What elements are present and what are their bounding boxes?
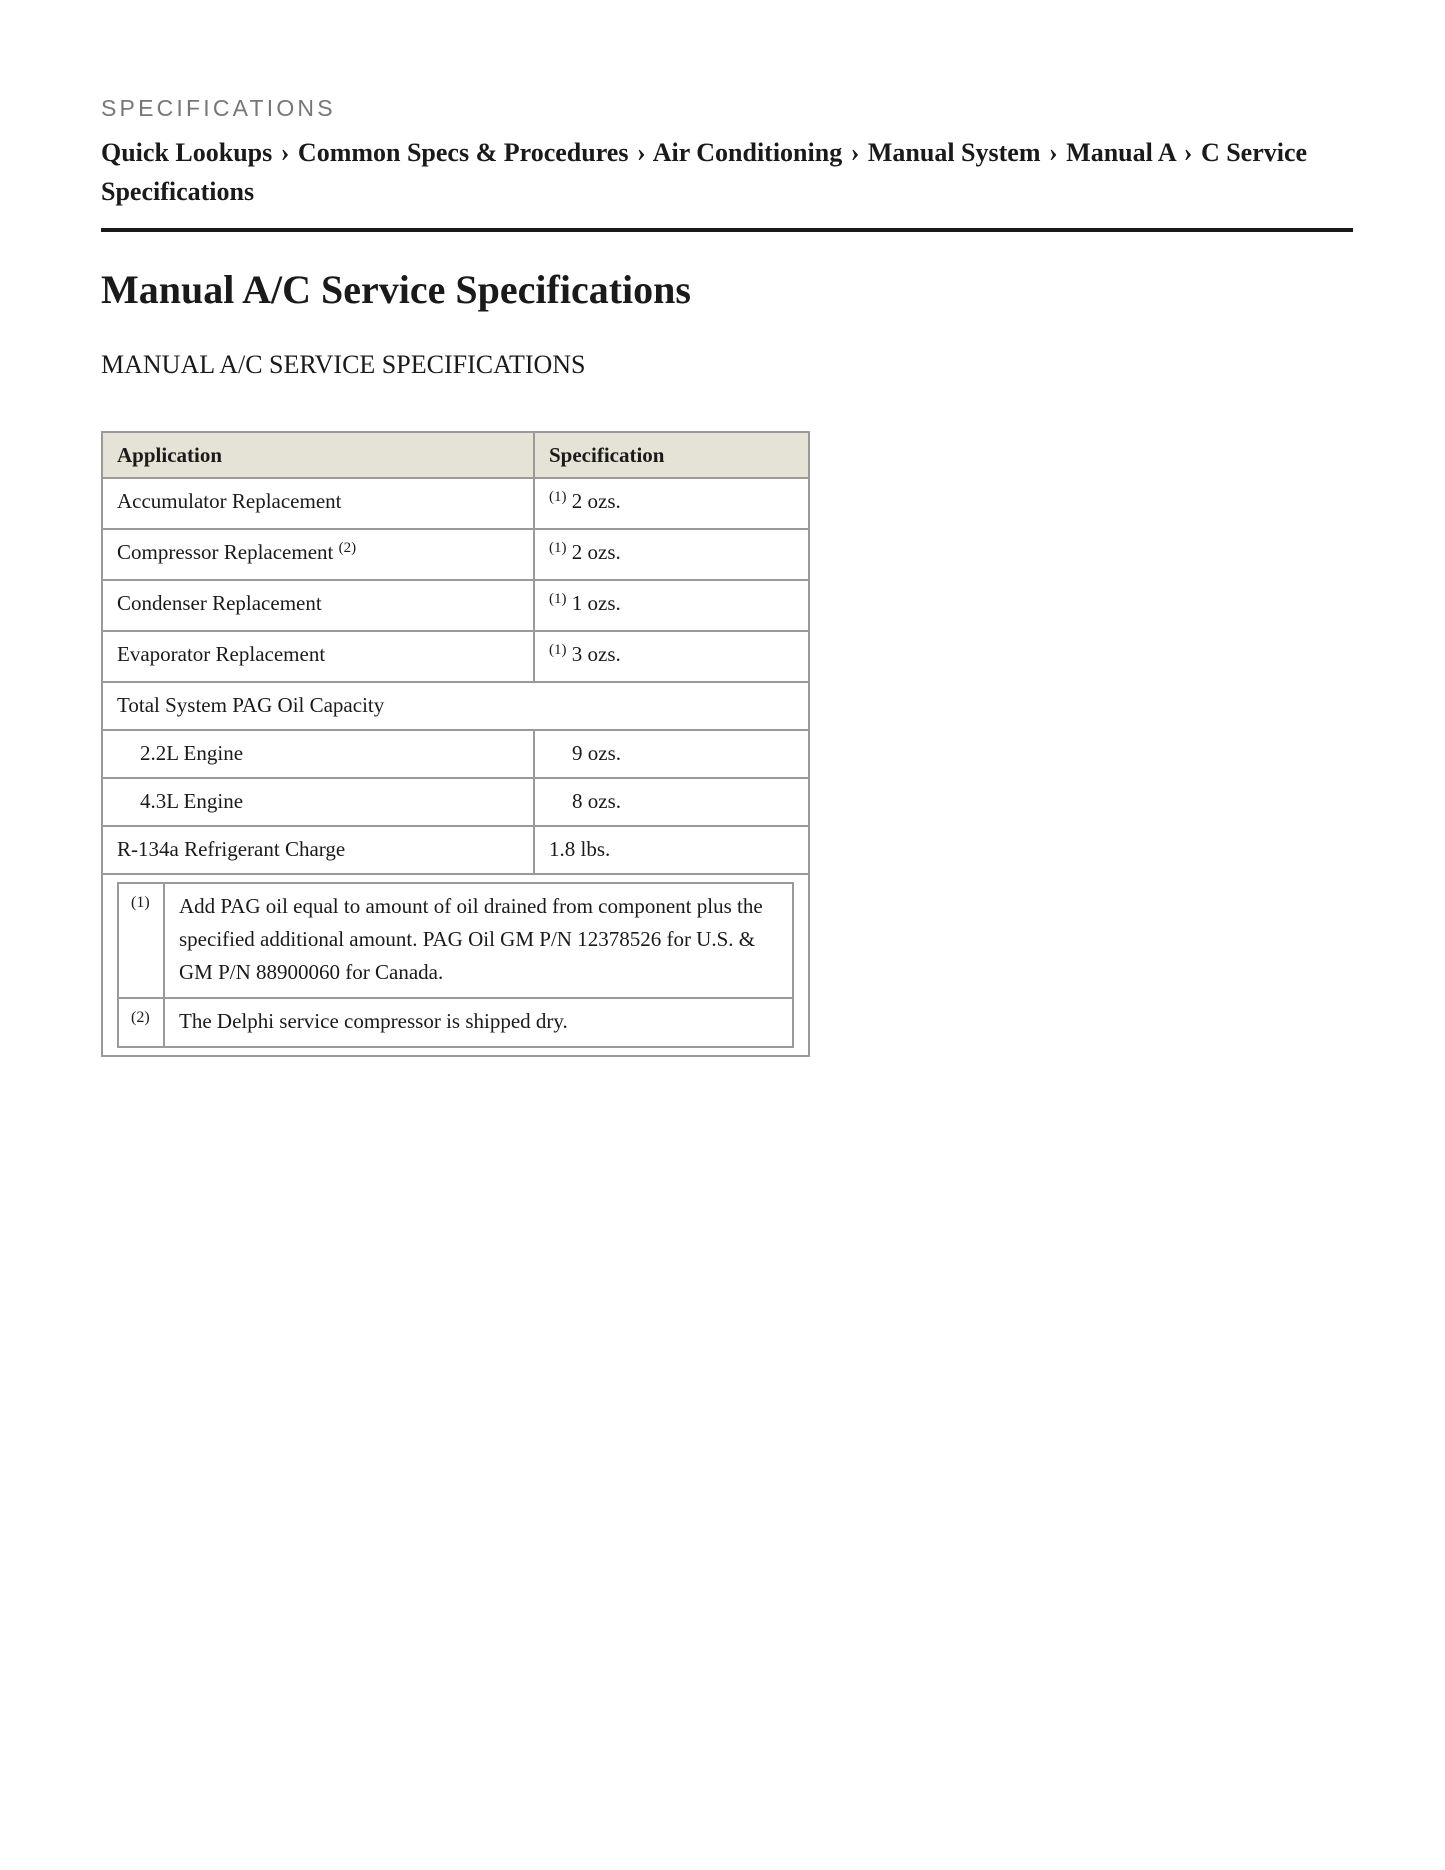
specification-text: 2 ozs. [571, 540, 621, 564]
breadcrumb-item-manual-system[interactable]: Manual System [867, 138, 1041, 167]
section-label: SPECIFICATIONS [101, 95, 336, 121]
footnote-ref[interactable]: (1) [549, 540, 567, 556]
breadcrumb [101, 133, 1353, 211]
specification-text: 3 ozs. [571, 642, 621, 666]
specification-cell [534, 631, 809, 682]
footnote-ref[interactable]: (1) [549, 489, 567, 505]
table-row [102, 730, 809, 778]
specification-cell [534, 580, 809, 631]
page-subtitle: MANUAL A/C SERVICE SPECIFICATIONS [101, 350, 586, 379]
table-row [102, 631, 809, 682]
footnote-text: The Delphi service compressor is shipped dry. [164, 998, 793, 1047]
application-text: Accumulator Replacement [117, 489, 342, 513]
application-cell: 2.2L Engine [102, 730, 534, 778]
table-row [102, 529, 809, 580]
breadcrumb-item-manual-a[interactable]: Manual A [1066, 138, 1176, 167]
application-cell [102, 631, 534, 682]
specification-cell: 9 ozs. [534, 730, 809, 778]
notes-row [102, 874, 809, 1056]
footnote-ref[interactable]: (1) [549, 642, 567, 658]
breadcrumb-item-quick-lookups[interactable]: Quick Lookups [101, 138, 273, 167]
application-text: Evaporator Replacement [117, 642, 326, 666]
notes-cell [102, 874, 809, 1056]
column-header-application: Application [102, 432, 534, 478]
application-cell: R-134a Refrigerant Charge [102, 826, 534, 874]
breadcrumb-separator: › [1183, 138, 1193, 167]
footnotes-table [117, 882, 794, 1048]
specification-cell: 1.8 lbs. [534, 826, 809, 874]
table-row-group-heading [102, 682, 809, 730]
table-row [102, 580, 809, 631]
breadcrumb-item-common-specs[interactable]: Common Specs & Procedures [297, 138, 629, 167]
specification-cell [534, 529, 809, 580]
table-row [102, 826, 809, 874]
header-divider [101, 228, 1353, 232]
footnote-row [118, 883, 793, 998]
breadcrumb-item-air-conditioning[interactable]: Air Conditioning [652, 138, 843, 167]
page-title: Manual A/C Service Specifications [101, 267, 691, 312]
breadcrumb-separator: › [280, 138, 290, 167]
application-text: Condenser Replacement [117, 591, 322, 615]
application-text: Compressor Replacement [117, 540, 334, 564]
application-cell [102, 580, 534, 631]
table-header-row [102, 432, 809, 478]
application-cell: 4.3L Engine [102, 778, 534, 826]
footnote-row [118, 998, 793, 1047]
specification-text: 1 ozs. [571, 591, 621, 615]
footnote-ref[interactable]: (1) [549, 591, 567, 607]
specification-cell [534, 478, 809, 529]
application-cell [102, 478, 534, 529]
capacity-heading-cell: Total System PAG Oil Capacity [102, 682, 809, 730]
footnote-text: Add PAG oil equal to amount of oil drained from component plus the specified additional amount. PAG Oil GM P/N 12378526 for U.S. & GM P/N 88900060 for Canada. [164, 883, 793, 998]
footnote-number: (2) [118, 998, 164, 1047]
specification-text: 2 ozs. [571, 489, 621, 513]
column-header-specification: Specification [534, 432, 809, 478]
breadcrumb-item-current: C Service Specifications [101, 138, 1308, 206]
table-row [102, 478, 809, 529]
specifications-table [101, 431, 810, 1057]
breadcrumb-separator: › [850, 138, 860, 167]
specification-cell: 8 ozs. [534, 778, 809, 826]
footnote-ref[interactable]: (2) [338, 540, 357, 556]
table-row [102, 778, 809, 826]
footnote-number: (1) [118, 883, 164, 998]
breadcrumb-separator: › [636, 138, 646, 167]
application-cell [102, 529, 534, 580]
breadcrumb-separator: › [1049, 138, 1058, 167]
